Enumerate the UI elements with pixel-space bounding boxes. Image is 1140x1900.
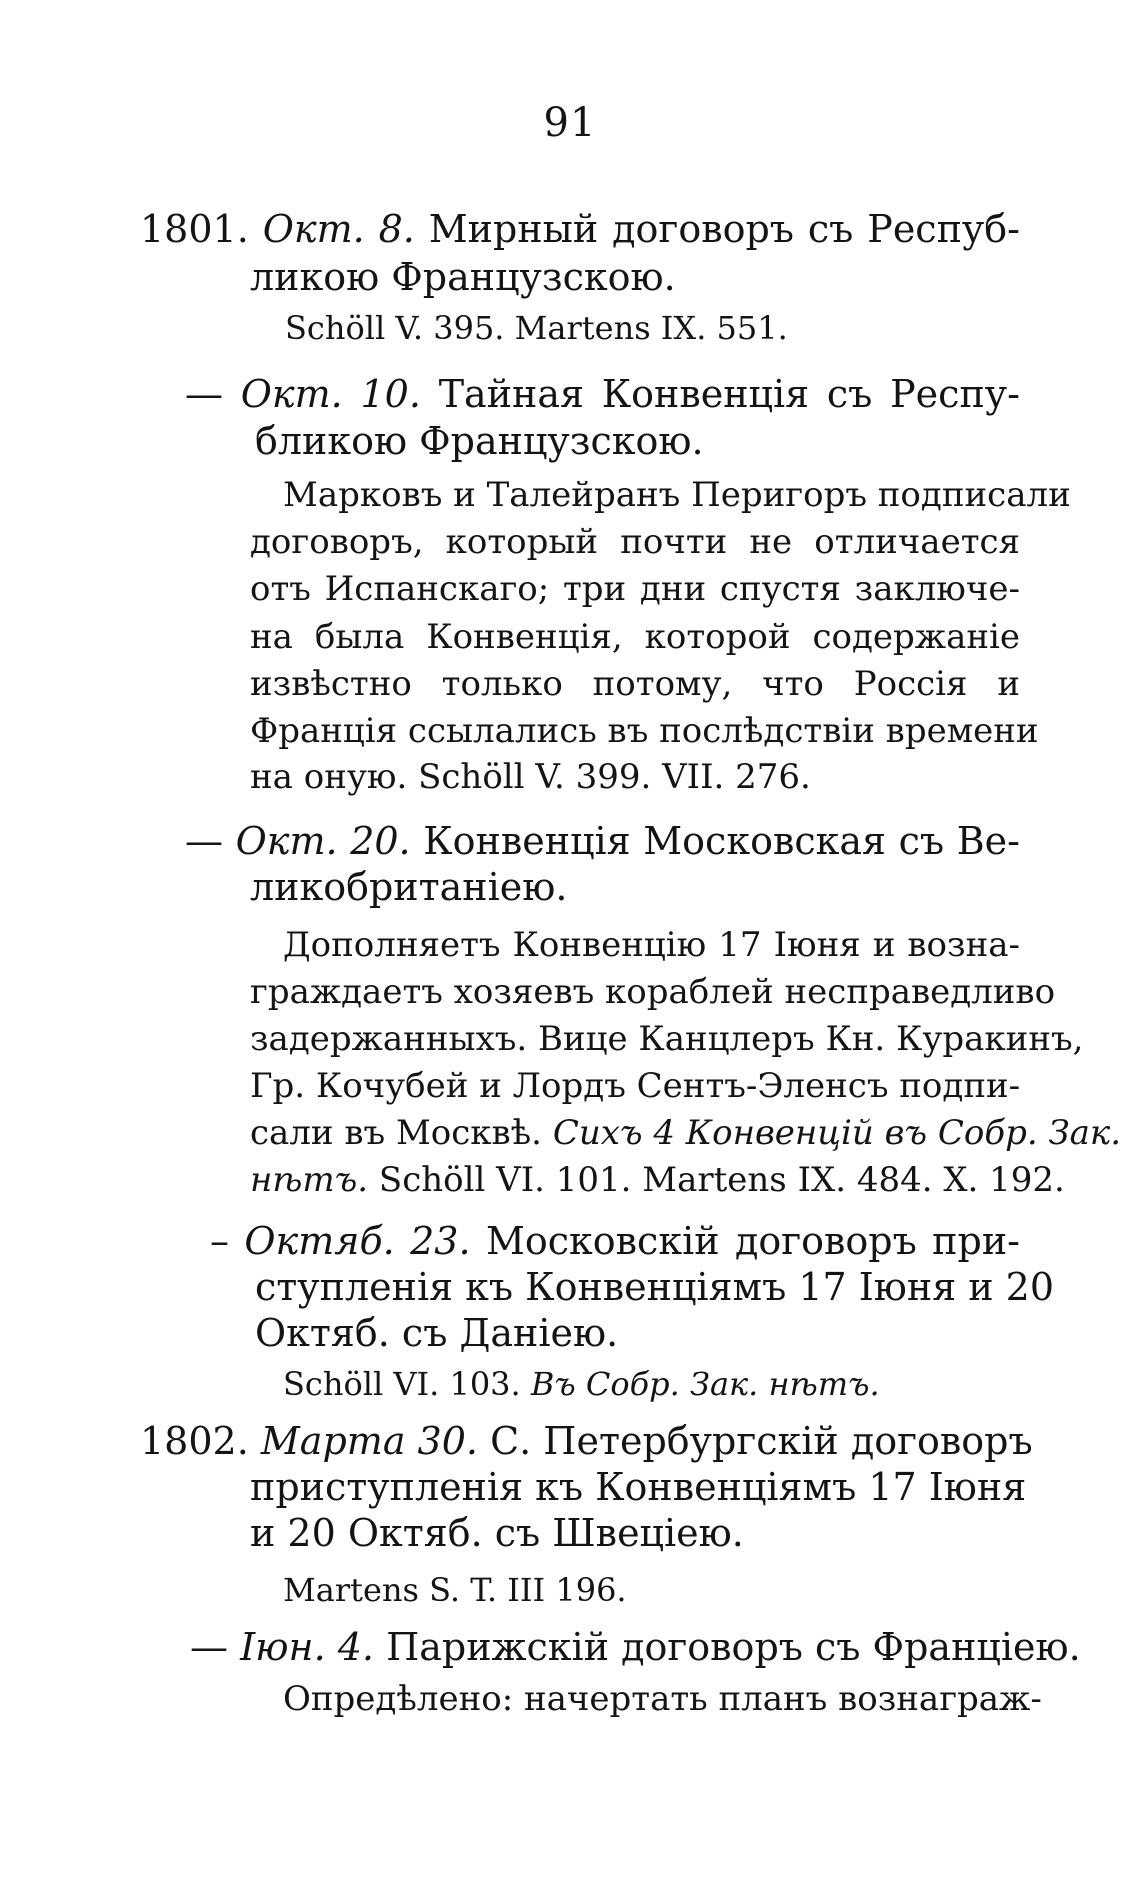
entry-5-date: Марта 30. [260,1419,478,1463]
entry-6-dash: — [190,1625,228,1669]
entry-6-note-line-1: Опредѣлено: начертать планъ вознаграж- [283,1679,1042,1719]
entry-5-line-1 [140,1419,1033,1463]
entry-2-line-1 [185,372,1020,416]
entry-5-line-2: приступленія къ Конвенціямъ 17 Іюня [250,1465,1027,1509]
entry-3-dash: — [185,819,223,863]
entry-3-note-line-6-italic: нѣтъ. [250,1160,369,1200]
page-number: 91 [543,100,597,146]
entry-1-line-1 [140,207,1020,251]
entry-2-line-2: бликою Французскою. [255,419,704,463]
entry-2-date: Окт. 10. [240,372,421,416]
entry-3-note-line-5-italic: Сихъ 4 Конвенцій въ Собр. Зак. [552,1113,1122,1153]
entry-2-note-line-7: на оную. Schöll V. 399. VII. 276. [250,757,811,797]
entry-4-line-2: ступленія къ Конвенціямъ 17 Іюня и 20 [255,1265,1055,1309]
entry-2-note-line-6: Франція ссылались въ послѣдствіи времени [250,711,1039,751]
entry-4-reference [283,1365,880,1403]
entry-6-line-1 [190,1625,1081,1669]
entry-3-note-line-4: Гр. Кочубей и Лордъ Сентъ-Эленсъ подпи- [250,1066,1021,1106]
entry-2-note-line-2: договоръ, который почти не отличается [250,522,1020,562]
entry-2-note-line-4: на была Конвенція, которой содержаніе [250,617,1020,657]
entry-5-line-3: и 20 Октяб. съ Швеціею. [250,1511,744,1555]
entry-4-reference-text: Schöll VI. 103. [283,1365,521,1403]
entry-3-note-line-6 [250,1160,1065,1200]
entry-4-line-1 [210,1219,1020,1263]
entry-3-date: Окт. 20. [235,819,411,863]
entry-1-year: 1801. [140,207,249,251]
entry-4-line-3: Октяб. съ Даніею. [255,1311,619,1355]
entry-3-note-line-1: Дополняетъ Конвенцію 17 Іюня и возна- [283,925,1020,965]
entry-3-title: Конвенція Московская съ Ве- [423,819,1020,863]
entry-4-title: Московскій договоръ при- [485,1219,1020,1263]
entry-3-line-2: ликобританіею. [250,865,568,909]
entry-4-dash: – [210,1219,229,1263]
entry-2-note-line-5: извѣстно только потому, что Россія и [250,664,1020,704]
entry-5-title: С. Петербургскій договоръ [490,1419,1033,1463]
entry-5-reference: Martens S. T. III 196. [283,1571,627,1609]
entry-3-note-line-2: граждаетъ хозяевъ кораблей несправедливо [250,972,1056,1012]
entry-2-dash: — [185,372,223,416]
entry-3-note-line-5-text: сали въ Москвѣ. [250,1113,542,1153]
entry-3-note-line-6-text: Schöll VI. 101. Martens IX. 484. X. 192. [378,1160,1065,1200]
entry-1-date: Окт. 8. [262,207,415,251]
entry-2-note-line-1: Марковъ и Талейранъ Перигоръ подписали [283,475,1071,515]
entry-2-note-line-3: отъ Испанскаго; три дни спустя заключе- [250,569,1020,609]
entry-3-line-1 [185,819,1020,863]
entry-1-title: Мирный договоръ съ Респуб- [428,207,1020,251]
entry-2-title: Тайная Конвенція съ Респу- [438,372,1020,416]
entry-1-line-2: ликою Французскою. [250,255,676,299]
entry-3-note-line-5 [250,1113,1122,1153]
entry-1-reference: Schöll V. 395. Martens IX. 551. [285,309,788,347]
entry-4-reference-italic: Въ Собр. Зак. нѣтъ. [530,1365,880,1403]
entry-4-date: Октяб. 23. [244,1219,471,1263]
entry-6-date: Іюн. 4. [240,1625,375,1669]
entry-5-year: 1802. [140,1419,249,1463]
entry-3-note-line-3: задержанныхъ. Вице Канцлеръ Кн. Куракинъ, [250,1019,1084,1059]
entry-6-title: Парижскій договоръ съ Франціею. [386,1625,1081,1669]
